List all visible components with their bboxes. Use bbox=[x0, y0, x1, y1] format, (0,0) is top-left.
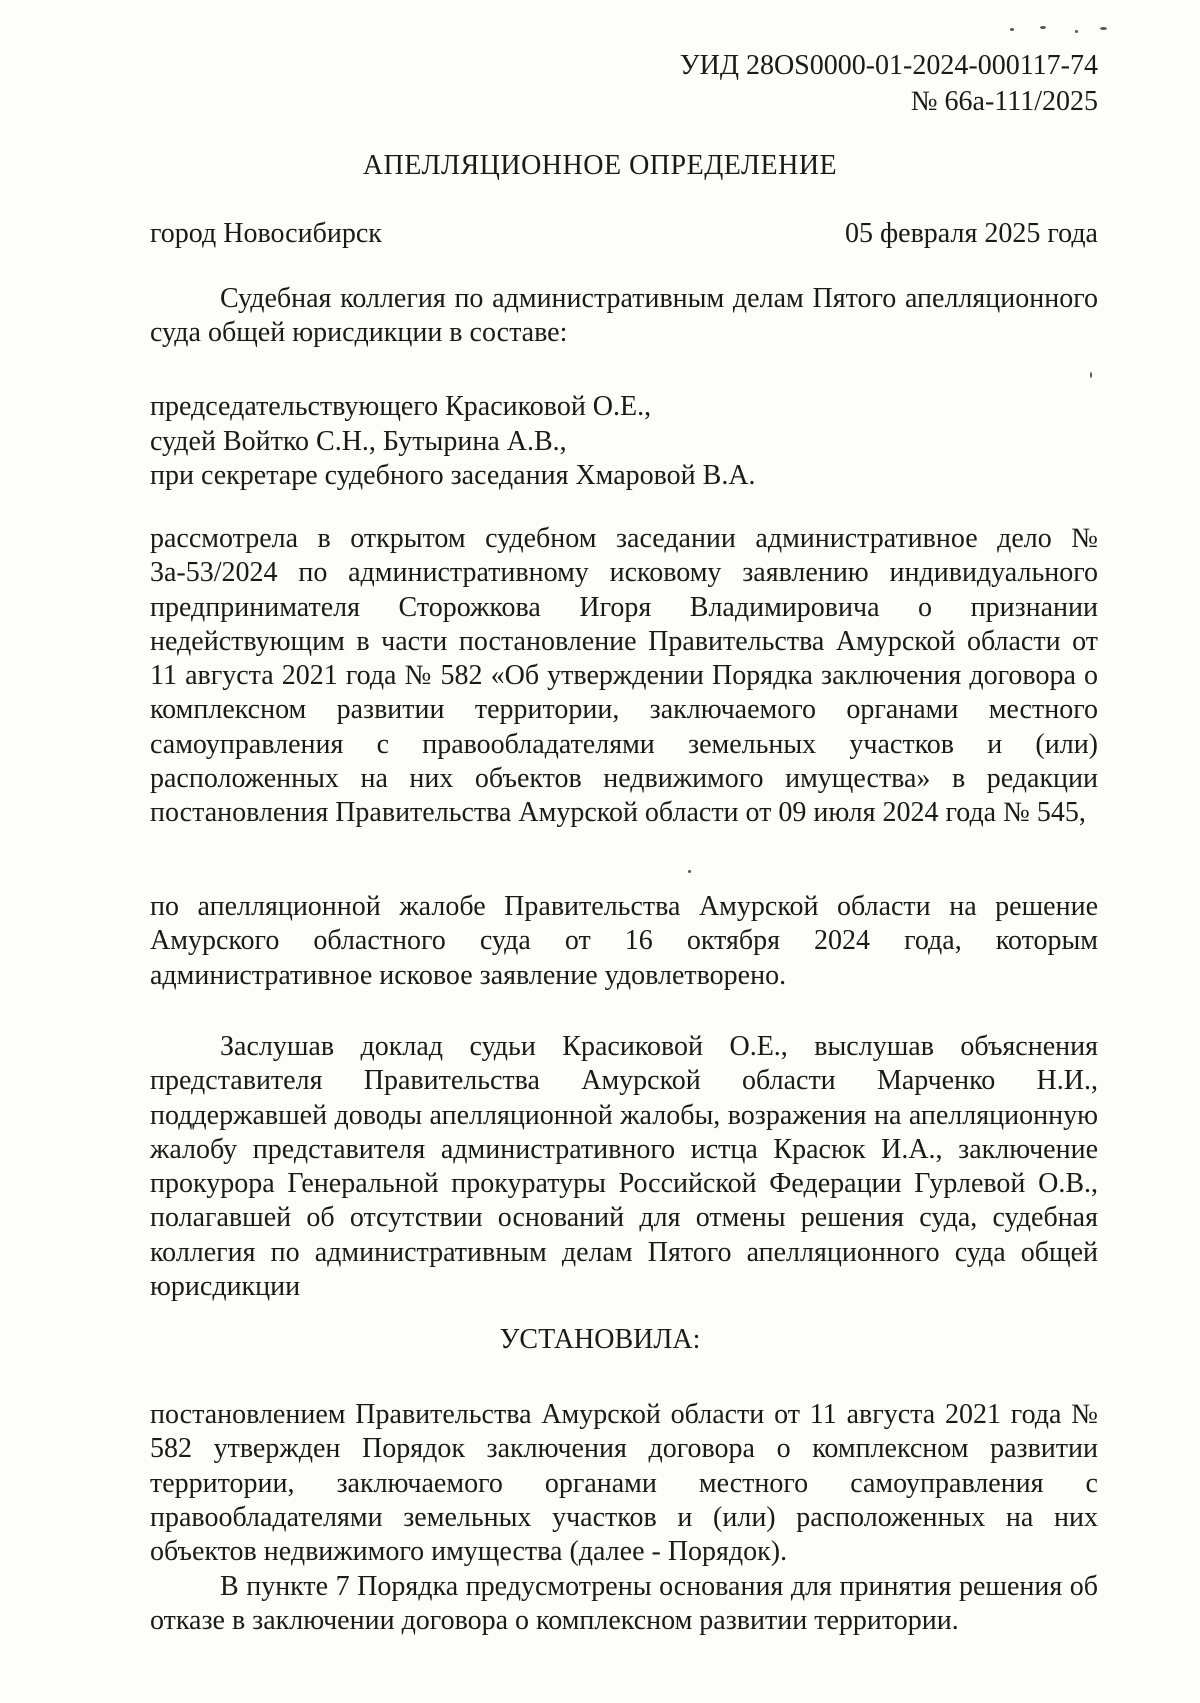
case-number: № 66а-111/2025 bbox=[910, 86, 1098, 117]
paragraph-point-7: В пункте 7 Порядка предусмотрены основания для принятия решения об отказе в заключении договора о комплексном развитии территории. bbox=[150, 1571, 1098, 1637]
case-identifiers bbox=[680, 48, 1098, 120]
paragraph-case-description: рассмотрела в открытом судебном заседании административное дело № 3а-53/2024 по административному исковому заявлению индивидуального предпринимателя Сторожкова Игоря Владимировича о признании недействующим в части постановление Правительства Амурской области от 11 августа 2021 года № 582 «Об утверждении Порядка заключения договора о комплексном развитии территории, заключаемого органами местного самоуправления с правообладателями земельных участков и (или) расположенных на них объектов недвижимого имущества» в редакции постановления Правительства Амурской области от 09 июля 2024 года № 545, bbox=[150, 523, 1098, 829]
uid-number: УИД 28OS0000-01-2024-000117-74 bbox=[679, 50, 1098, 81]
scan-speck bbox=[1075, 30, 1078, 33]
judges: судей Войтко С.Н., Бутырина А.В., bbox=[150, 425, 567, 457]
paragraph-court-composition-intro: Судебная коллегия по административным делам Пятого апелляционного суда общей юрисдикции в составе: bbox=[150, 283, 1098, 349]
court-composition bbox=[150, 390, 1098, 494]
scan-speck bbox=[688, 870, 691, 873]
document-title: АПЕЛЛЯЦИОННОЕ ОПРЕДЕЛЕНИЕ bbox=[362, 150, 838, 181]
place-of-hearing: город Новосибирск bbox=[150, 218, 382, 249]
paragraph-resolution: постановлением Правительства Амурской области от 11 августа 2021 года № 582 утвержден Порядок заключения договора о комплексном развитии территории, заключаемого органами местного самоуправления с правообладателями земельных участков и (или) расположенных на них объектов недвижимого имущества (далее - Порядок). bbox=[150, 1399, 1098, 1568]
section-heading-established: УСТАНОВИЛА: bbox=[499, 1324, 701, 1355]
scan-speck bbox=[1100, 27, 1107, 30]
scan-speck bbox=[1040, 26, 1046, 29]
hearing-date: 05 февраля 2025 года bbox=[845, 218, 1098, 249]
paragraph-hearing-summary: Заслушав доклад судьи Красиковой О.Е., выслушав объяснения представителя Правительства Амурской области Марченко Н.И., поддержавшей доводы апелляционной жалобы, возражения на апелляционную жалобу представителя административного истца Красюк И.А., заключение прокурора Генеральной прокуратуры Российской Федерации Гурлевой О.В., полагавшей об отсутствии оснований для отмены решения суда, судебная коллегия по административным делам Пятого апелляционного суда общей юрисдикции bbox=[150, 1031, 1098, 1303]
scan-speck bbox=[1090, 372, 1092, 378]
scan-speck bbox=[1010, 28, 1014, 31]
presiding-judge: председательствующего Красиковой О.Е., bbox=[150, 391, 652, 422]
paragraph-appeal: по апелляционной жалобе Правительства Амурской области на решение Амурского областного суда от 16 октября 2024 года, которым административное исковое заявление удовлетворено. bbox=[150, 891, 1098, 991]
court-secretary: при секретаре судебного заседания Хмаровой В.А. bbox=[150, 460, 756, 491]
